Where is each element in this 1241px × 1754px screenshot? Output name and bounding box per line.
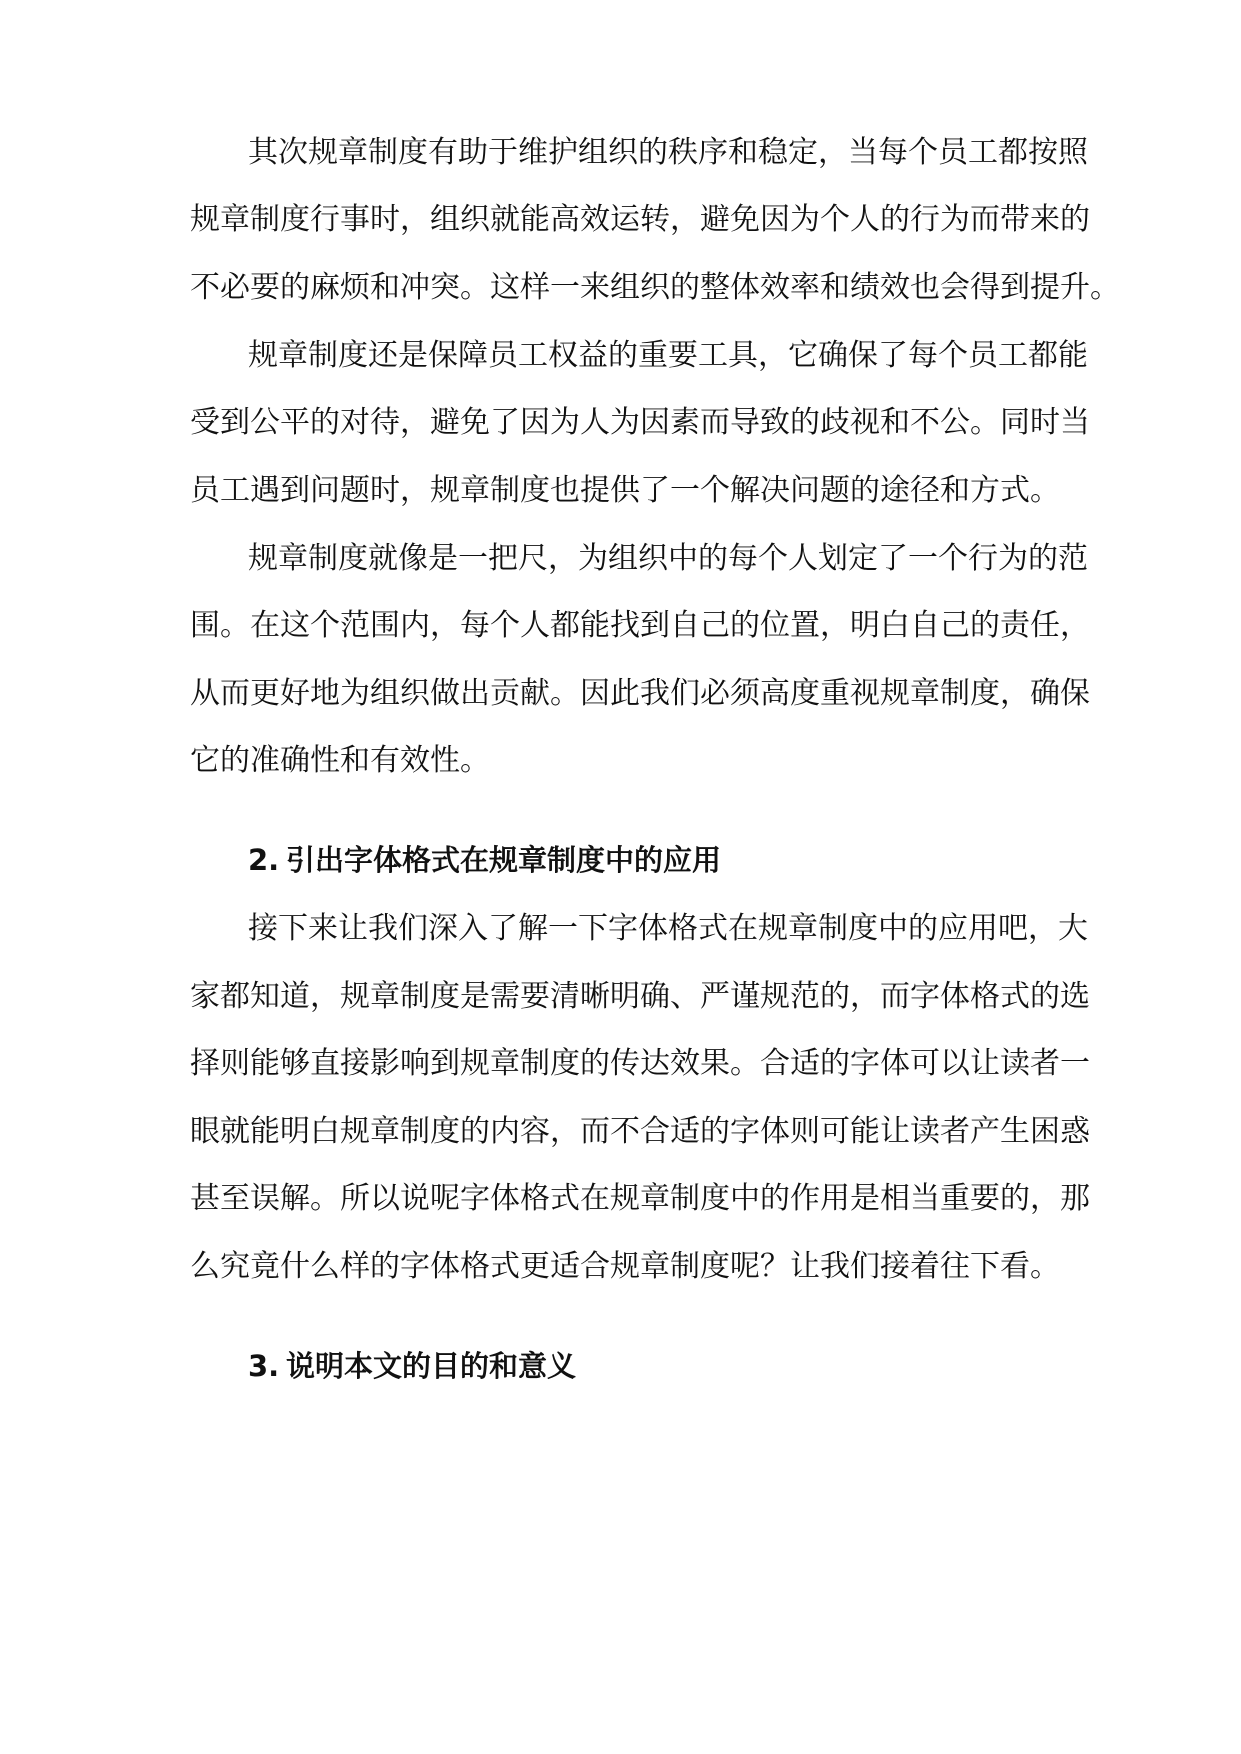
paragraph-3-line-3: 从而更好地为组织做出贡献。因此我们必须高度重视规章制度，确保 [190, 676, 1090, 711]
section-3-title: 说明本文的目的和意义 [286, 1349, 577, 1383]
section-2-heading [248, 840, 721, 880]
paragraph-3-line-4: 它的准确性和有效性。 [190, 743, 490, 778]
paragraph-1-line-3: 不必要的麻烦和冲突。这样一来组织的整体效率和绩效也会得到提升。 [190, 270, 1120, 305]
section-2-line-1: 接下来让我们深入了解一下字体格式在规章制度中的应用吧，大 [248, 911, 1088, 946]
section-2-number: 2. [248, 843, 280, 877]
section-2-line-5: 甚至误解。所以说呢字体格式在规章制度中的作用是相当重要的，那 [190, 1181, 1090, 1216]
paragraph-2-line-3: 员工遇到问题时，规章制度也提供了一个解决问题的途径和方式。 [190, 473, 1060, 508]
paragraph-1-line-2: 规章制度行事时，组织就能高效运转，避免因为个人的行为而带来的 [190, 202, 1090, 237]
section-2-line-6: 么究竟什么样的字体格式更适合规章制度呢？让我们接着往下看。 [190, 1249, 1060, 1284]
section-2-line-2: 家都知道，规章制度是需要清晰明确、严谨规范的，而字体格式的选 [190, 979, 1090, 1014]
paragraph-3-line-2: 围。在这个范围内，每个人都能找到自己的位置，明白自己的责任， [190, 608, 1090, 643]
paragraph-2-line-1: 规章制度还是保障员工权益的重要工具，它确保了每个员工都能 [248, 338, 1088, 373]
paragraph-2-line-2: 受到公平的对待，避免了因为人为因素而导致的歧视和不公。同时当 [190, 405, 1090, 440]
section-3-number: 3. [248, 1349, 280, 1383]
section-2-title: 引出字体格式在规章制度中的应用 [286, 843, 722, 877]
section-2-line-4: 眼就能明白规章制度的内容，而不合适的字体则可能让读者产生困惑 [190, 1114, 1090, 1149]
section-2-line-3: 择则能够直接影响到规章制度的传达效果。合适的字体可以让读者一 [190, 1046, 1090, 1081]
section-3-heading [248, 1346, 576, 1386]
paragraph-3-line-1: 规章制度就像是一把尺，为组织中的每个人划定了一个行为的范 [248, 541, 1088, 576]
paragraph-1-line-1: 其次规章制度有助于维护组织的秩序和稳定，当每个员工都按照 [248, 135, 1088, 170]
